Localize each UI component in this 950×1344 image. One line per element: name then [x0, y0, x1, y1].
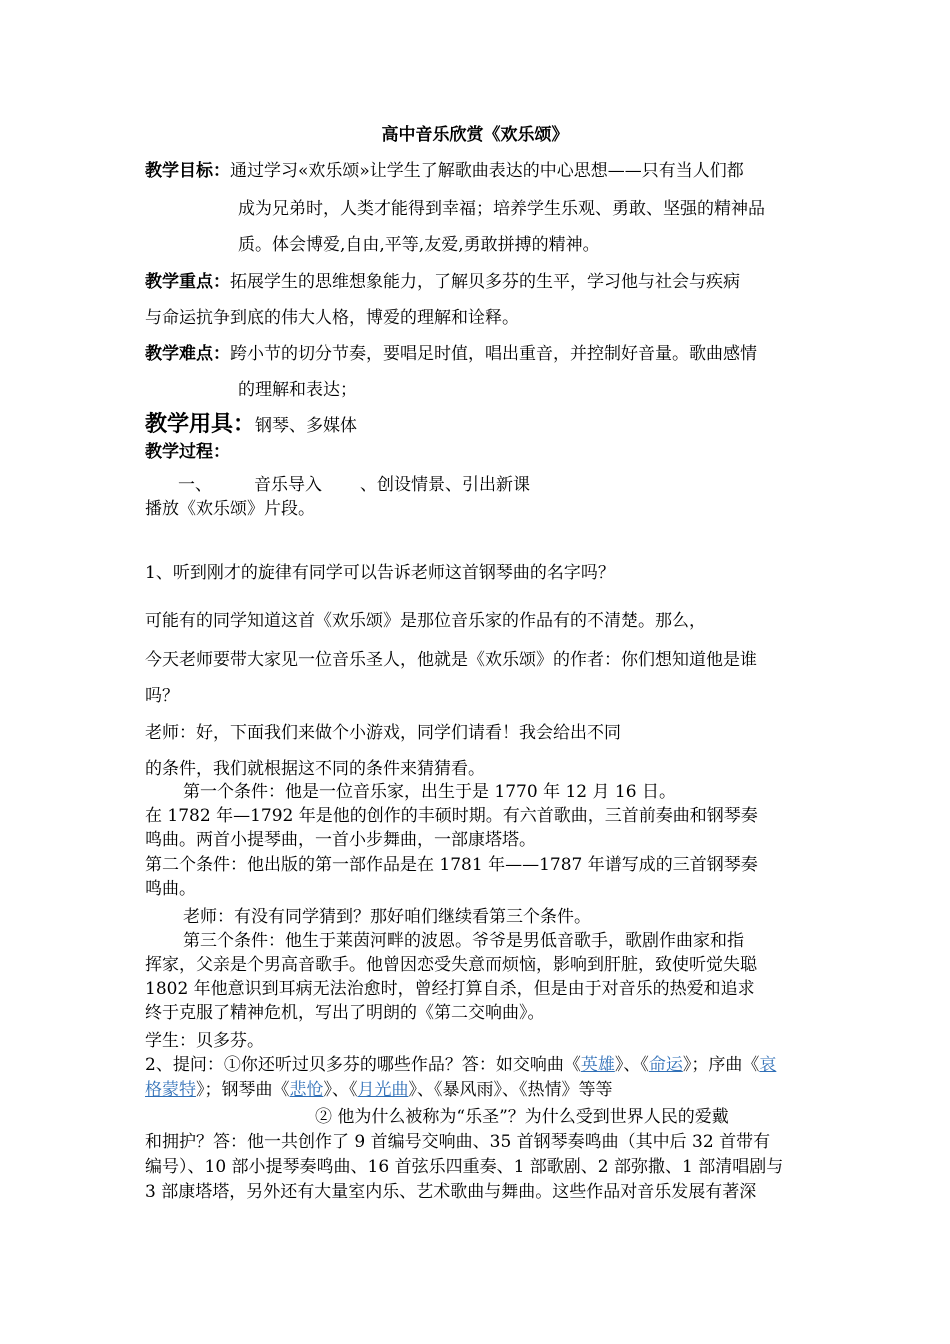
text-line: 挥家，父亲是个男高音歌手。他曾因恋受失意而烦恼，影响到肝脏，致使听觉失聪 [145, 955, 757, 975]
text-line: 老师：有没有同学猜到？那好咱们继续看第三个条件。 [183, 907, 591, 927]
goal-line-1: 教学目标：通过学习«欢乐颂»让学生了解歌曲表达的中心思想——只有当人们都 [145, 161, 744, 181]
link-egmont-part-1[interactable]: 哀 [759, 1055, 777, 1075]
link-egmont-part-2[interactable]: 格蒙特 [145, 1080, 196, 1100]
tools-line: 教学用具：钢琴、多媒体 [145, 411, 358, 437]
focus-line-1: 教学重点：拓展学生的思维想象能力，了解贝多芬的生平，学习他与社会与疾病 [145, 272, 740, 292]
section-1-heading: 一、 音乐导入 、创设情景、引出新课 [178, 475, 530, 495]
focus-line-2: 与命运抗争到底的伟大人格，博爱的理解和诠释。 [145, 308, 519, 328]
question-2-line-3: ② 他为什么被称为“乐圣”？为什么受到世界人民的爱戴 [315, 1107, 729, 1127]
process-label: 教学过程： [145, 442, 230, 462]
question-2-line-6: 3 部康塔塔，另外还有大量室内乐、艺术歌曲与舞曲。这些作品对音乐发展有著深 [145, 1182, 757, 1202]
text-line: 鸣曲。 [145, 879, 196, 899]
document-title: 高中音乐欣赏《欢乐颂》 [381, 125, 569, 145]
text-line: 播放《欢乐颂》片段。 [145, 499, 315, 519]
goal-line-2: 成为兄弟时，人类才能得到幸福；培养学生乐观、勇敢、坚强的精神品 [238, 199, 765, 219]
text-line: 学生：贝多芬。 [145, 1031, 264, 1051]
link-fate[interactable]: 命运 [648, 1055, 683, 1075]
link-moonlight[interactable]: 月光曲 [357, 1080, 409, 1100]
text-line: 可能有的同学知道这首《欢乐颂》是那位音乐家的作品有的不清楚。那么， [145, 611, 706, 631]
text-line: 1、听到刚才的旋律有同学可以告诉老师这首钢琴曲的名字吗？ [145, 563, 615, 583]
question-2-line-4: 和拥护？答：他一共创作了 9 首编号交响曲、35 首钢琴奏鸣曲（其中后 32 首带有 [145, 1132, 771, 1152]
text-line: 老师：好，下面我们来做个小游戏，同学们请看！我会给出不同 [145, 723, 621, 743]
focus-label: 教学重点： [145, 272, 230, 292]
text-line: 在 1782 年—1792 年是他的创作的丰硕时期。有六首歌曲，三首前奏曲和钢琴奏 [145, 806, 758, 826]
goal-line-3: 质。体会博爱,自由,平等,友爱,勇敢拼搏的精神。 [238, 235, 600, 255]
text-line: 第一个条件：他是一位音乐家，出生于是 1770 年 12 月 16 日。 [183, 782, 676, 802]
tools-label: 教学用具： [145, 411, 256, 437]
question-2-line-2: 格蒙特》；钢琴曲《悲怆》、《月光曲》、《暴风雨》、《热情》等等 [145, 1080, 613, 1100]
difficulty-line-2: 的理解和表达； [238, 380, 357, 400]
difficulty-line-1: 教学难点：跨小节的切分节奏，要唱足时值，唱出重音，并控制好音量。歌曲感情 [145, 344, 757, 364]
goal-label: 教学目标： [145, 161, 230, 181]
text-line: 第三个条件：他生于莱茵河畔的波恩。爷爷是男低音歌手，歌剧作曲家和指 [183, 931, 744, 951]
question-2-line-5: 编号）、10 部小提琴奏鸣曲、16 首弦乐四重奏、1 部歌剧、2 部弥撒、1 部清唱剧与 [145, 1157, 784, 1177]
text-line: 1802 年他意识到耳病无法治愈时，曾经打算自杀，但是由于对音乐的热爱和追求 [145, 979, 755, 999]
difficulty-label: 教学难点： [145, 344, 230, 364]
text-line: 吗？ [145, 686, 179, 706]
link-heroic[interactable]: 英雄 [580, 1055, 615, 1075]
text-line: 终于克服了精神危机，写出了明朗的《第二交响曲》。 [145, 1003, 545, 1023]
text-line: 的条件，我们就根据这不同的条件来猜猜看。 [145, 759, 485, 779]
text-line: 第二个条件：他出版的第一部作品是在 1781 年——1787 年谱写成的三首钢琴奏 [145, 855, 758, 875]
link-pathetique[interactable]: 悲怆 [289, 1080, 324, 1100]
question-2-line-1: 2、提问：①你还听过贝多芬的哪些作品？答：如交响曲《英雄》、《命运》；序曲《哀 [145, 1055, 777, 1075]
text-line: 今天老师要带大家见一位音乐圣人，他就是《欢乐颂》的作者：你们想知道他是谁 [145, 650, 757, 670]
text-line: 鸣曲。两首小提琴曲，一首小步舞曲，一部康塔塔。 [145, 830, 536, 850]
